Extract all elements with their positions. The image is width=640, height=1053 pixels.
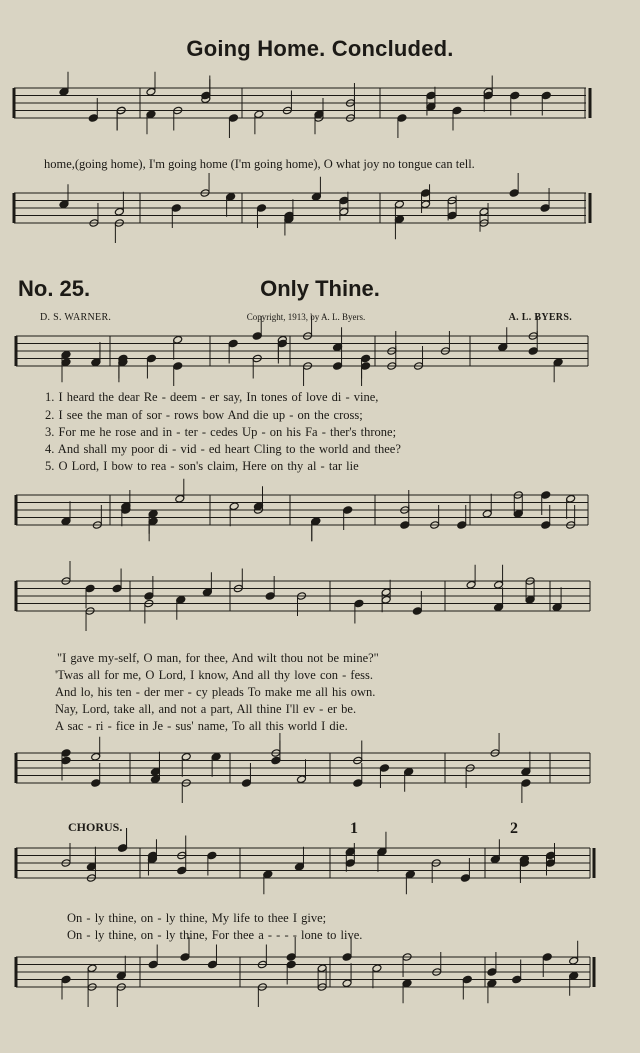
note-head: [381, 595, 391, 604]
verse-line: 'Twas all for me, O Lord, I know, And all thy love con - fess.: [55, 668, 373, 682]
note-head: [354, 599, 364, 608]
note-head: [372, 964, 382, 973]
note-head: [345, 847, 355, 856]
note-head: [541, 91, 551, 100]
note-head: [61, 517, 71, 526]
lyricist-credit: D. S. WARNER.: [40, 312, 112, 323]
note-head: [498, 343, 508, 352]
note-head: [397, 114, 407, 123]
note-head: [181, 752, 191, 761]
note-head: [277, 339, 287, 348]
note-head: [521, 779, 531, 788]
note-head: [173, 335, 183, 344]
note-head: [228, 114, 238, 123]
chorus-line: On - ly thine, on - ly thine, My life to thee I give;: [67, 911, 327, 925]
note-head: [146, 354, 156, 363]
note-head: [311, 192, 321, 201]
note-head: [421, 200, 431, 209]
note-head: [150, 767, 160, 776]
note-head: [148, 509, 158, 518]
note-head: [271, 756, 281, 765]
note-head: [412, 607, 422, 616]
note-head: [546, 859, 556, 868]
note-head: [541, 521, 551, 530]
note-head: [466, 580, 476, 589]
note-head: [569, 956, 579, 965]
hymn-credits: [40, 312, 572, 326]
note-head: [295, 862, 305, 871]
chorus-line: On - ly thine, on - ly thine, For thee a - - - - lone to live.: [67, 928, 363, 942]
note-head: [256, 204, 266, 213]
note-head: [112, 584, 122, 593]
note-head: [177, 866, 187, 875]
treble-clef-icon: 𝄞: [18, 86, 39, 126]
note-head: [342, 979, 352, 988]
treble-clef-icon: 𝄞: [20, 579, 41, 619]
note-head: [146, 110, 156, 119]
note-head: [394, 215, 404, 224]
note-head: [509, 189, 519, 198]
note-head: [207, 960, 217, 969]
note-head: [542, 953, 552, 962]
note-head: [377, 847, 387, 856]
note-head: [87, 964, 97, 973]
note-head: [118, 844, 128, 853]
note-head: [254, 110, 264, 119]
note-head: [171, 204, 181, 213]
note-head: [379, 764, 389, 773]
note-head: [404, 767, 414, 776]
verse-line: "I gave my-self, O man, for thee, And wilt thou not be mine?": [57, 651, 379, 665]
bass-clef-icon: 𝄢: [20, 492, 36, 520]
first-ending-mark: 1: [350, 820, 358, 837]
note-head: [482, 509, 492, 518]
note-head: [229, 502, 239, 511]
note-head: [552, 603, 562, 612]
treble-clef-icon: 𝄞: [20, 334, 41, 374]
note-head: [116, 971, 126, 980]
note-head: [241, 779, 251, 788]
verse-line: 1. I heard the dear Re - deem - er say, In tones of love di - vine,: [45, 390, 379, 404]
bass-clef-icon: 𝄢: [18, 190, 34, 218]
note-head: [180, 953, 190, 962]
note-head: [521, 767, 531, 776]
note-head: [381, 588, 391, 597]
note-head: [252, 332, 262, 341]
treble-clef-icon: 𝄞: [20, 846, 41, 886]
note-head: [61, 350, 71, 359]
note-head: [91, 752, 101, 761]
verse-line: Nay, Lord, take all, and not a part, All thine I'll ev - er be.: [55, 702, 357, 716]
note-head: [513, 509, 523, 518]
note-head: [462, 975, 472, 984]
note-head: [361, 354, 371, 363]
note-head: [148, 960, 158, 969]
note-head: [426, 91, 436, 100]
note-head: [512, 975, 522, 984]
note-head: [490, 855, 500, 864]
note-head: [85, 584, 95, 593]
verse-line: 4. And shall my poor di - vid - ed heart Cling to the world and thee?: [45, 442, 401, 456]
note-head: [61, 358, 71, 367]
note-head: [144, 592, 154, 601]
note-head: [61, 756, 71, 765]
note-head: [553, 358, 563, 367]
note-head: [146, 87, 156, 96]
note-head: [510, 91, 520, 100]
hymn-title: Only Thine.: [260, 276, 380, 301]
note-head: [487, 968, 497, 977]
note-head: [546, 851, 556, 860]
note-head: [86, 862, 96, 871]
note-head: [460, 874, 470, 883]
continued-song-title: Going Home. Concluded.: [186, 36, 454, 61]
composer-credit: A. L. BYERS.: [508, 312, 572, 323]
note-head: [211, 752, 221, 761]
note-head: [426, 102, 436, 111]
bass-clef-icon: 𝄢: [20, 954, 36, 982]
chorus-label: CHORUS.: [68, 820, 123, 834]
note-head: [457, 521, 467, 530]
note-head: [175, 494, 185, 503]
note-head: [333, 343, 343, 352]
note-head: [483, 91, 493, 100]
note-head: [228, 339, 238, 348]
note-head: [447, 211, 457, 220]
note-head: [226, 192, 236, 201]
note-head: [173, 362, 183, 371]
note-head: [452, 106, 462, 115]
note-head: [405, 870, 415, 879]
note-head: [528, 347, 538, 356]
verse-line: A sac - ri - fice in Je - sus' name, To all this world I die.: [55, 719, 348, 733]
note-head: [400, 521, 410, 530]
hymn-header: [18, 276, 622, 304]
note-head: [286, 953, 296, 962]
note-head: [263, 870, 273, 879]
note-head: [339, 196, 349, 205]
note-head: [353, 779, 363, 788]
note-head: [487, 979, 497, 988]
note-head: [540, 204, 550, 213]
note-head: [202, 588, 212, 597]
verse-line: 2. I see the man of sor - rows bow And die up - on the cross;: [45, 408, 363, 422]
note-head: [286, 960, 296, 969]
note-head: [59, 87, 69, 96]
note-head: [494, 603, 504, 612]
note-head: [421, 189, 431, 198]
note-head: [265, 592, 275, 601]
note-head: [525, 595, 535, 604]
note-head: [569, 971, 579, 980]
note-head: [541, 491, 551, 500]
bass-clef-icon: 𝄢: [20, 750, 36, 778]
verse-line: 5. O Lord, I bow to rea - son's claim, Here on thy al - tar lie: [45, 459, 359, 473]
note-head: [176, 595, 186, 604]
note-head: [333, 362, 343, 371]
note-head: [297, 775, 307, 784]
note-head: [394, 200, 404, 209]
note-head: [479, 207, 489, 216]
top-lyric-line: home,(going home), I'm going home (I'm going home), O what joy no tongue can tell.: [44, 157, 475, 171]
verse-line: And lo, his ten - der mer - cy pleads To make me all his own.: [55, 685, 376, 699]
note-head: [494, 580, 504, 589]
note-head: [317, 964, 327, 973]
hymn-number: No. 25.: [18, 276, 91, 301]
note-head: [61, 749, 71, 758]
note-head: [339, 207, 349, 216]
note-head: [88, 114, 98, 123]
note-head: [361, 362, 371, 371]
note-head: [207, 851, 217, 860]
note-head: [148, 517, 158, 526]
second-ending-mark: 2: [510, 820, 518, 837]
note-head: [59, 200, 69, 209]
note-head: [91, 779, 101, 788]
note-head: [61, 975, 71, 984]
note-head: [402, 979, 412, 988]
note-head: [342, 953, 352, 962]
note-head: [345, 859, 355, 868]
note-head: [114, 207, 124, 216]
note-head: [566, 494, 576, 503]
note-head: [343, 506, 353, 515]
note-head: [150, 775, 160, 784]
verse-line: 3. For me he rose and in - ter - cedes Up - on his Fa - ther's throne;: [45, 425, 397, 439]
copyright-notice: Copyright, 1913, by A. L. Byers.: [246, 312, 366, 322]
